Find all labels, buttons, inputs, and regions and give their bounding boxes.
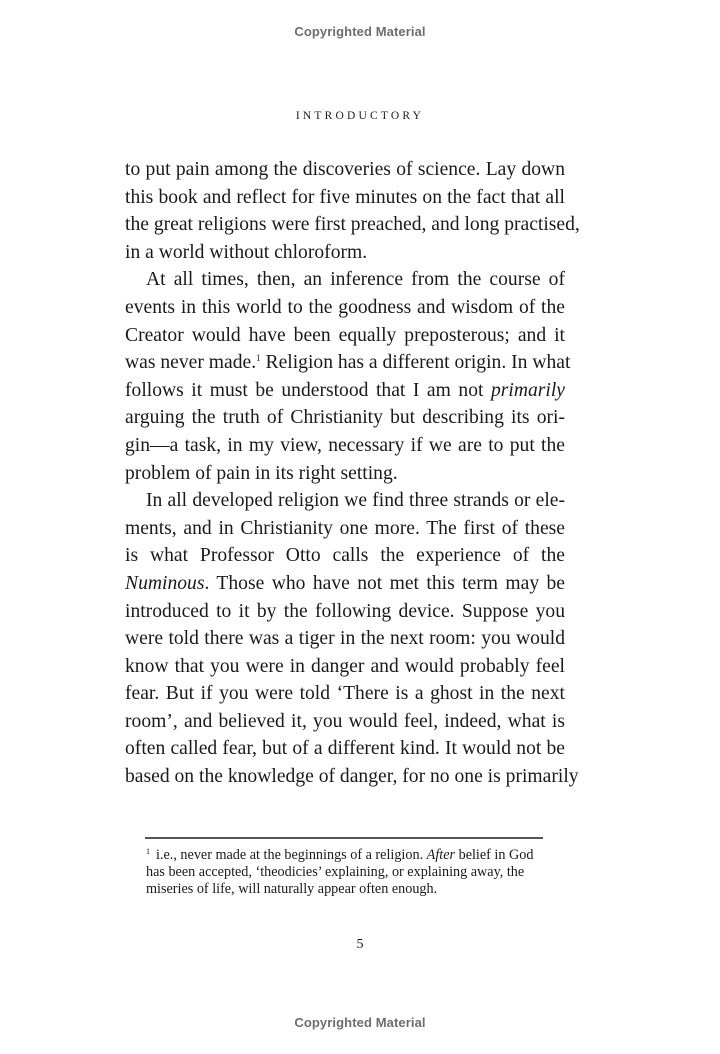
text-line: based on the knowledge of danger, for no one is primarily: [125, 766, 579, 788]
text-line: Creator would have been equally preposterous; and it: [125, 324, 565, 346]
text-line: were told there was a tiger in the next room: you would: [125, 628, 565, 650]
footnote-line: [146, 847, 546, 864]
text-fragment: Religion has a different origin. In what: [260, 352, 571, 374]
paragraph-2: [125, 266, 571, 487]
text-line: is what Professor Otto calls the experience of the: [125, 545, 565, 567]
footnote-divider: [145, 837, 543, 839]
text-line: in a world without chloroform.: [125, 241, 368, 263]
text-line: fear. But if you were told ‘There is a ghost in the next: [125, 683, 565, 705]
text-line: In all developed religion we find three strands or ele-: [146, 490, 565, 512]
copyright-watermark-top: Copyrighted Material: [294, 24, 426, 39]
emphasis-text: Numinous: [125, 572, 205, 594]
text-fragment: belief in God: [455, 847, 534, 863]
text-line: [125, 349, 571, 377]
text-line: gin—a task, in my view, necessary if we are to put the: [125, 434, 565, 456]
text-line: [125, 570, 565, 598]
footnote: [146, 847, 546, 899]
body-text: [125, 156, 580, 791]
text-line: this book and reflect for five minutes on the fact that all: [125, 186, 565, 208]
text-line: the great religions were first preached, and long practised,: [125, 214, 580, 236]
text-fragment: was never made.: [125, 352, 257, 374]
text-line: room’, and believed it, you would feel, indeed, what is: [125, 710, 565, 732]
text-fragment: . Those who have not met this term may be: [204, 572, 565, 594]
text-line: events in this world to the goodness and wisdom of the: [125, 296, 565, 318]
page-number: 5: [356, 937, 364, 952]
text-line: often called fear, but of a different kind. It would not be: [125, 738, 565, 760]
paragraph-1: [125, 156, 580, 266]
text-line: [125, 377, 565, 405]
footnote-line: miseries of life, will naturally appear often enough.: [146, 881, 438, 898]
text-line: to put pain among the discoveries of science. Lay down: [125, 159, 565, 180]
paragraph-3: [125, 487, 579, 791]
text-line: arguing the truth of Christianity but describing its ori-: [125, 407, 565, 429]
text-fragment: i.e., never made at the beginnings of a religion.: [156, 847, 427, 863]
footnote-line: has been accepted, ‘theodicies’ explaining, or explaining away, the: [146, 864, 525, 881]
text-line: introduced to it by the following device. Suppose you: [125, 600, 565, 622]
text-line: At all times, then, an inference from the course of: [146, 269, 565, 291]
emphasis-text: After: [426, 847, 456, 863]
text-line: problem of pain in its right setting.: [125, 462, 398, 484]
emphasis-text: primarily: [490, 379, 565, 401]
footnote-reference[interactable]: 1: [256, 353, 261, 364]
text-fragment: follows it must be understood that I am not: [125, 379, 491, 401]
running-head: INTRODUCTORY: [295, 110, 425, 122]
footnote-mark: 1: [146, 847, 150, 856]
text-line: ments, and in Christianity one more. The first of these: [125, 517, 565, 539]
text-line: know that you were in danger and would probably feel: [125, 655, 565, 677]
copyright-watermark-bottom: Copyrighted Material: [294, 1015, 426, 1030]
